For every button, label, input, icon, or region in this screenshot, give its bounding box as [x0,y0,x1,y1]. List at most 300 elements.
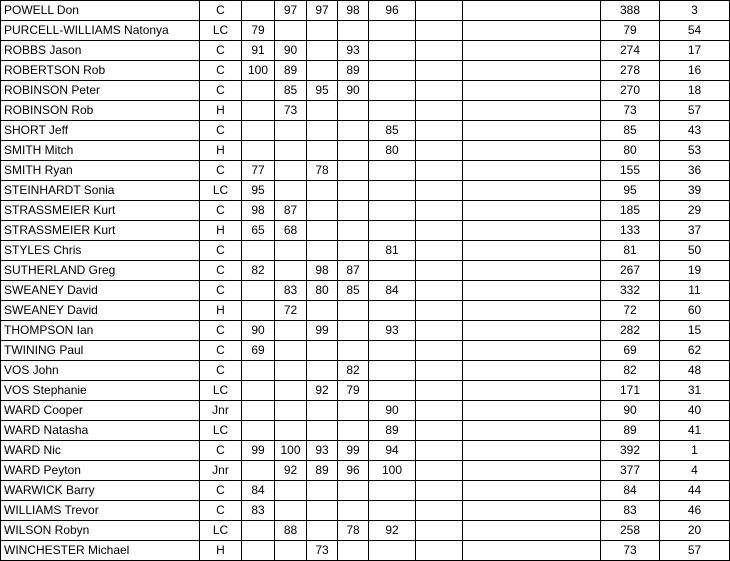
total-cell: 377 [601,461,660,481]
competitor-name: SUTHERLAND Greg [1,261,200,281]
score-cell-7 [463,381,601,401]
competitor-name: STYLES Chris [1,241,200,261]
score-cell-3 [307,41,338,61]
score-cell-2 [275,21,307,41]
score-cell-2 [275,181,307,201]
score-cell-4: 79 [338,381,369,401]
score-cell-4 [338,421,369,441]
score-cell-4 [338,21,369,41]
score-cell-4 [338,201,369,221]
rank-cell: 57 [660,101,730,121]
score-cell-6 [416,541,463,561]
score-cell-3 [307,521,338,541]
score-cell-7 [463,441,601,461]
score-cell-5 [369,21,416,41]
score-cell-6 [416,441,463,461]
category-cell: LC [200,181,242,201]
score-cell-1 [242,541,275,561]
rank-cell: 4 [660,461,730,481]
score-cell-3: 89 [307,461,338,481]
category-cell: LC [200,521,242,541]
rank-cell: 43 [660,121,730,141]
table-row [1,541,730,561]
rank-cell: 53 [660,141,730,161]
competitor-name: SWEANEY David [1,281,200,301]
score-cell-4: 78 [338,521,369,541]
score-cell-1 [242,381,275,401]
score-cell-2: 89 [275,61,307,81]
table-row [1,301,730,321]
total-cell: 89 [601,421,660,441]
competitor-name: WILSON Robyn [1,521,200,541]
score-cell-4 [338,241,369,261]
score-cell-5: 80 [369,141,416,161]
score-cell-2: 72 [275,301,307,321]
score-cell-1 [242,301,275,321]
total-cell: 81 [601,241,660,261]
score-cell-6 [416,41,463,61]
table-row [1,321,730,341]
category-cell: C [200,61,242,81]
rank-cell: 16 [660,61,730,81]
score-cell-4: 90 [338,81,369,101]
score-cell-5 [369,181,416,201]
table-row [1,381,730,401]
score-cell-5: 100 [369,461,416,481]
score-cell-3 [307,501,338,521]
competitor-name: POWELL Don [1,1,200,21]
competitor-name: WARD Peyton [1,461,200,481]
total-cell: 155 [601,161,660,181]
table-row [1,141,730,161]
score-cell-3 [307,101,338,121]
table-row [1,41,730,61]
score-cell-3 [307,121,338,141]
score-cell-3 [307,21,338,41]
score-cell-6 [416,1,463,21]
table-row [1,501,730,521]
category-cell: C [200,1,242,21]
score-cell-7 [463,81,601,101]
score-cell-7 [463,421,601,441]
score-cell-2 [275,161,307,181]
score-cell-5: 93 [369,321,416,341]
score-cell-2 [275,481,307,501]
rank-cell: 18 [660,81,730,101]
score-cell-7 [463,361,601,381]
score-cell-4 [338,341,369,361]
total-cell: 270 [601,81,660,101]
score-cell-7 [463,401,601,421]
rank-cell: 20 [660,521,730,541]
score-cell-2: 97 [275,1,307,21]
category-cell: LC [200,21,242,41]
total-cell: 267 [601,261,660,281]
score-cell-7 [463,141,601,161]
score-cell-3: 80 [307,281,338,301]
competitor-name: PURCELL-WILLIAMS Natonya [1,21,200,41]
score-cell-6 [416,361,463,381]
category-cell: C [200,121,242,141]
score-cell-2 [275,541,307,561]
score-cell-3 [307,361,338,381]
score-cell-1 [242,421,275,441]
score-cell-7 [463,101,601,121]
total-cell: 185 [601,201,660,221]
score-cell-3 [307,141,338,161]
score-cell-7 [463,61,601,81]
category-cell: C [200,501,242,521]
table-row [1,101,730,121]
score-cell-7 [463,501,601,521]
score-cell-5: 85 [369,121,416,141]
competitor-name: ROBINSON Peter [1,81,200,101]
score-cell-6 [416,21,463,41]
score-cell-4: 82 [338,361,369,381]
score-cell-7 [463,241,601,261]
table-row [1,81,730,101]
score-cell-6 [416,521,463,541]
score-cell-3: 97 [307,1,338,21]
score-cell-5 [369,481,416,501]
score-cell-3 [307,421,338,441]
score-cell-1 [242,101,275,121]
category-cell: H [200,141,242,161]
score-cell-2: 73 [275,101,307,121]
table-row [1,341,730,361]
table-row [1,181,730,201]
score-cell-3: 78 [307,161,338,181]
score-cell-2: 87 [275,201,307,221]
score-cell-5 [369,341,416,361]
category-cell: C [200,281,242,301]
score-cell-1: 77 [242,161,275,181]
table-row [1,481,730,501]
score-cell-2: 100 [275,441,307,461]
score-cell-4 [338,161,369,181]
score-cell-7 [463,181,601,201]
total-cell: 83 [601,501,660,521]
competitor-name: WARD Natasha [1,421,200,441]
score-cell-7 [463,321,601,341]
score-cell-3 [307,301,338,321]
score-cell-5 [369,81,416,101]
score-cell-5: 81 [369,241,416,261]
score-cell-5 [369,381,416,401]
category-cell: H [200,101,242,121]
competitor-name: ROBERTSON Rob [1,61,200,81]
score-cell-2: 83 [275,281,307,301]
score-cell-6 [416,81,463,101]
competitor-name: WINCHESTER Michael [1,541,200,561]
score-cell-1: 100 [242,61,275,81]
rank-cell: 36 [660,161,730,181]
competitor-name: SMITH Ryan [1,161,200,181]
score-cell-2: 92 [275,461,307,481]
score-cell-5 [369,501,416,521]
score-cell-1: 65 [242,221,275,241]
total-cell: 278 [601,61,660,81]
score-cell-6 [416,481,463,501]
table-row [1,461,730,481]
score-cell-5 [369,61,416,81]
rank-cell: 48 [660,361,730,381]
score-cell-2 [275,401,307,421]
competitor-name: VOS Stephanie [1,381,200,401]
score-cell-1 [242,141,275,161]
score-cell-2: 68 [275,221,307,241]
score-cell-3 [307,221,338,241]
score-cell-2 [275,261,307,281]
score-cell-4: 99 [338,441,369,461]
competitor-name: TWINING Paul [1,341,200,361]
category-cell: C [200,241,242,261]
rank-cell: 19 [660,261,730,281]
score-cell-3: 93 [307,441,338,461]
score-cell-7 [463,201,601,221]
table-row [1,241,730,261]
total-cell: 282 [601,321,660,341]
rank-cell: 3 [660,1,730,21]
score-cell-5 [369,41,416,61]
category-cell: C [200,261,242,281]
category-cell: Jnr [200,461,242,481]
rank-cell: 46 [660,501,730,521]
total-cell: 72 [601,301,660,321]
score-cell-3: 95 [307,81,338,101]
total-cell: 85 [601,121,660,141]
score-cell-5: 96 [369,1,416,21]
score-cell-1: 82 [242,261,275,281]
score-cell-6 [416,261,463,281]
rank-cell: 62 [660,341,730,361]
rank-cell: 1 [660,441,730,461]
score-cell-2: 88 [275,521,307,541]
score-cell-6 [416,201,463,221]
score-cell-3: 73 [307,541,338,561]
category-cell: LC [200,421,242,441]
score-cell-4: 96 [338,461,369,481]
table-row [1,401,730,421]
score-cell-6 [416,321,463,341]
category-cell: C [200,341,242,361]
category-cell: Jnr [200,401,242,421]
score-cell-6 [416,181,463,201]
score-cell-1: 90 [242,321,275,341]
competitor-name: STRASSMEIER Kurt [1,201,200,221]
score-cell-4 [338,481,369,501]
score-cell-1: 98 [242,201,275,221]
score-cell-6 [416,161,463,181]
total-cell: 82 [601,361,660,381]
rank-cell: 39 [660,181,730,201]
score-cell-2: 90 [275,41,307,61]
score-cell-7 [463,221,601,241]
score-cell-7 [463,41,601,61]
score-cell-1: 83 [242,501,275,521]
rank-cell: 29 [660,201,730,221]
score-cell-6 [416,301,463,321]
score-cell-7 [463,341,601,361]
score-cell-3 [307,481,338,501]
rank-cell: 44 [660,481,730,501]
table-row [1,361,730,381]
total-cell: 274 [601,41,660,61]
score-cell-1: 69 [242,341,275,361]
total-cell: 95 [601,181,660,201]
score-cell-4 [338,321,369,341]
score-cell-2 [275,381,307,401]
score-cell-5: 92 [369,521,416,541]
competitor-name: ROBINSON Rob [1,101,200,121]
score-cell-7 [463,1,601,21]
score-cell-2 [275,321,307,341]
rank-cell: 11 [660,281,730,301]
score-cell-1: 84 [242,481,275,501]
competitor-name: ROBBS Jason [1,41,200,61]
score-cell-5 [369,261,416,281]
score-cell-6 [416,461,463,481]
category-cell: LC [200,381,242,401]
category-cell: H [200,301,242,321]
score-cell-1 [242,521,275,541]
total-cell: 84 [601,481,660,501]
total-cell: 69 [601,341,660,361]
table-row [1,521,730,541]
score-cell-5 [369,101,416,121]
score-cell-3 [307,241,338,261]
score-cell-1 [242,281,275,301]
rank-cell: 15 [660,321,730,341]
table-row [1,221,730,241]
rank-cell: 60 [660,301,730,321]
competitor-name: VOS John [1,361,200,381]
category-cell: H [200,541,242,561]
score-cell-5: 84 [369,281,416,301]
total-cell: 258 [601,521,660,541]
score-cell-7 [463,21,601,41]
total-cell: 332 [601,281,660,301]
score-cell-4 [338,501,369,521]
score-cell-3 [307,181,338,201]
total-cell: 392 [601,441,660,461]
score-cell-4 [338,541,369,561]
score-cell-4: 93 [338,41,369,61]
score-cell-7 [463,541,601,561]
score-cell-6 [416,121,463,141]
score-cell-5 [369,361,416,381]
category-cell: C [200,161,242,181]
category-cell: C [200,441,242,461]
score-cell-7 [463,161,601,181]
score-cell-5 [369,201,416,221]
score-cell-6 [416,141,463,161]
score-cell-6 [416,421,463,441]
score-cell-6 [416,241,463,261]
score-cell-7 [463,521,601,541]
score-cell-6 [416,381,463,401]
score-cell-6 [416,221,463,241]
competitor-name: THOMPSON Ian [1,321,200,341]
competitor-name: WILLIAMS Trevor [1,501,200,521]
total-cell: 171 [601,381,660,401]
score-cell-3: 99 [307,321,338,341]
table-row [1,421,730,441]
score-cell-4: 85 [338,281,369,301]
rank-cell: 17 [660,41,730,61]
score-cell-1: 91 [242,41,275,61]
score-cell-4 [338,141,369,161]
category-cell: C [200,361,242,381]
score-cell-5: 89 [369,421,416,441]
category-cell: C [200,481,242,501]
score-cell-6 [416,281,463,301]
score-cell-3 [307,401,338,421]
category-cell: C [200,81,242,101]
total-cell: 80 [601,141,660,161]
competitor-name: SHORT Jeff [1,121,200,141]
score-cell-4: 87 [338,261,369,281]
score-cell-2: 85 [275,81,307,101]
score-cell-2 [275,141,307,161]
score-cell-4: 98 [338,1,369,21]
competitor-name: STEINHARDT Sonia [1,181,200,201]
score-cell-6 [416,61,463,81]
category-cell: H [200,221,242,241]
total-cell: 90 [601,401,660,421]
score-cell-7 [463,301,601,321]
rank-cell: 37 [660,221,730,241]
score-cell-5 [369,161,416,181]
score-cell-7 [463,481,601,501]
total-cell: 79 [601,21,660,41]
score-cell-2 [275,421,307,441]
score-cell-5 [369,221,416,241]
total-cell: 73 [601,541,660,561]
score-cell-1 [242,121,275,141]
results-rows [1,1,730,561]
score-cell-7 [463,261,601,281]
rank-cell: 50 [660,241,730,261]
score-cell-3 [307,61,338,81]
category-cell: C [200,321,242,341]
competitor-name: WARWICK Barry [1,481,200,501]
table-row [1,21,730,41]
score-cell-6 [416,101,463,121]
score-cell-5 [369,301,416,321]
score-cell-5 [369,541,416,561]
score-cell-1: 99 [242,441,275,461]
table-row [1,261,730,281]
table-row [1,201,730,221]
total-cell: 388 [601,1,660,21]
score-cell-1 [242,461,275,481]
competitor-name: SMITH Mitch [1,141,200,161]
score-cell-6 [416,341,463,361]
score-cell-7 [463,121,601,141]
score-cell-1 [242,241,275,261]
score-cell-4: 89 [338,61,369,81]
score-cell-1 [242,361,275,381]
score-cell-4 [338,401,369,421]
score-cell-3: 98 [307,261,338,281]
score-cell-3 [307,341,338,361]
table-row [1,1,730,21]
score-cell-1 [242,1,275,21]
score-cell-2 [275,501,307,521]
rank-cell: 31 [660,381,730,401]
score-cell-7 [463,461,601,481]
